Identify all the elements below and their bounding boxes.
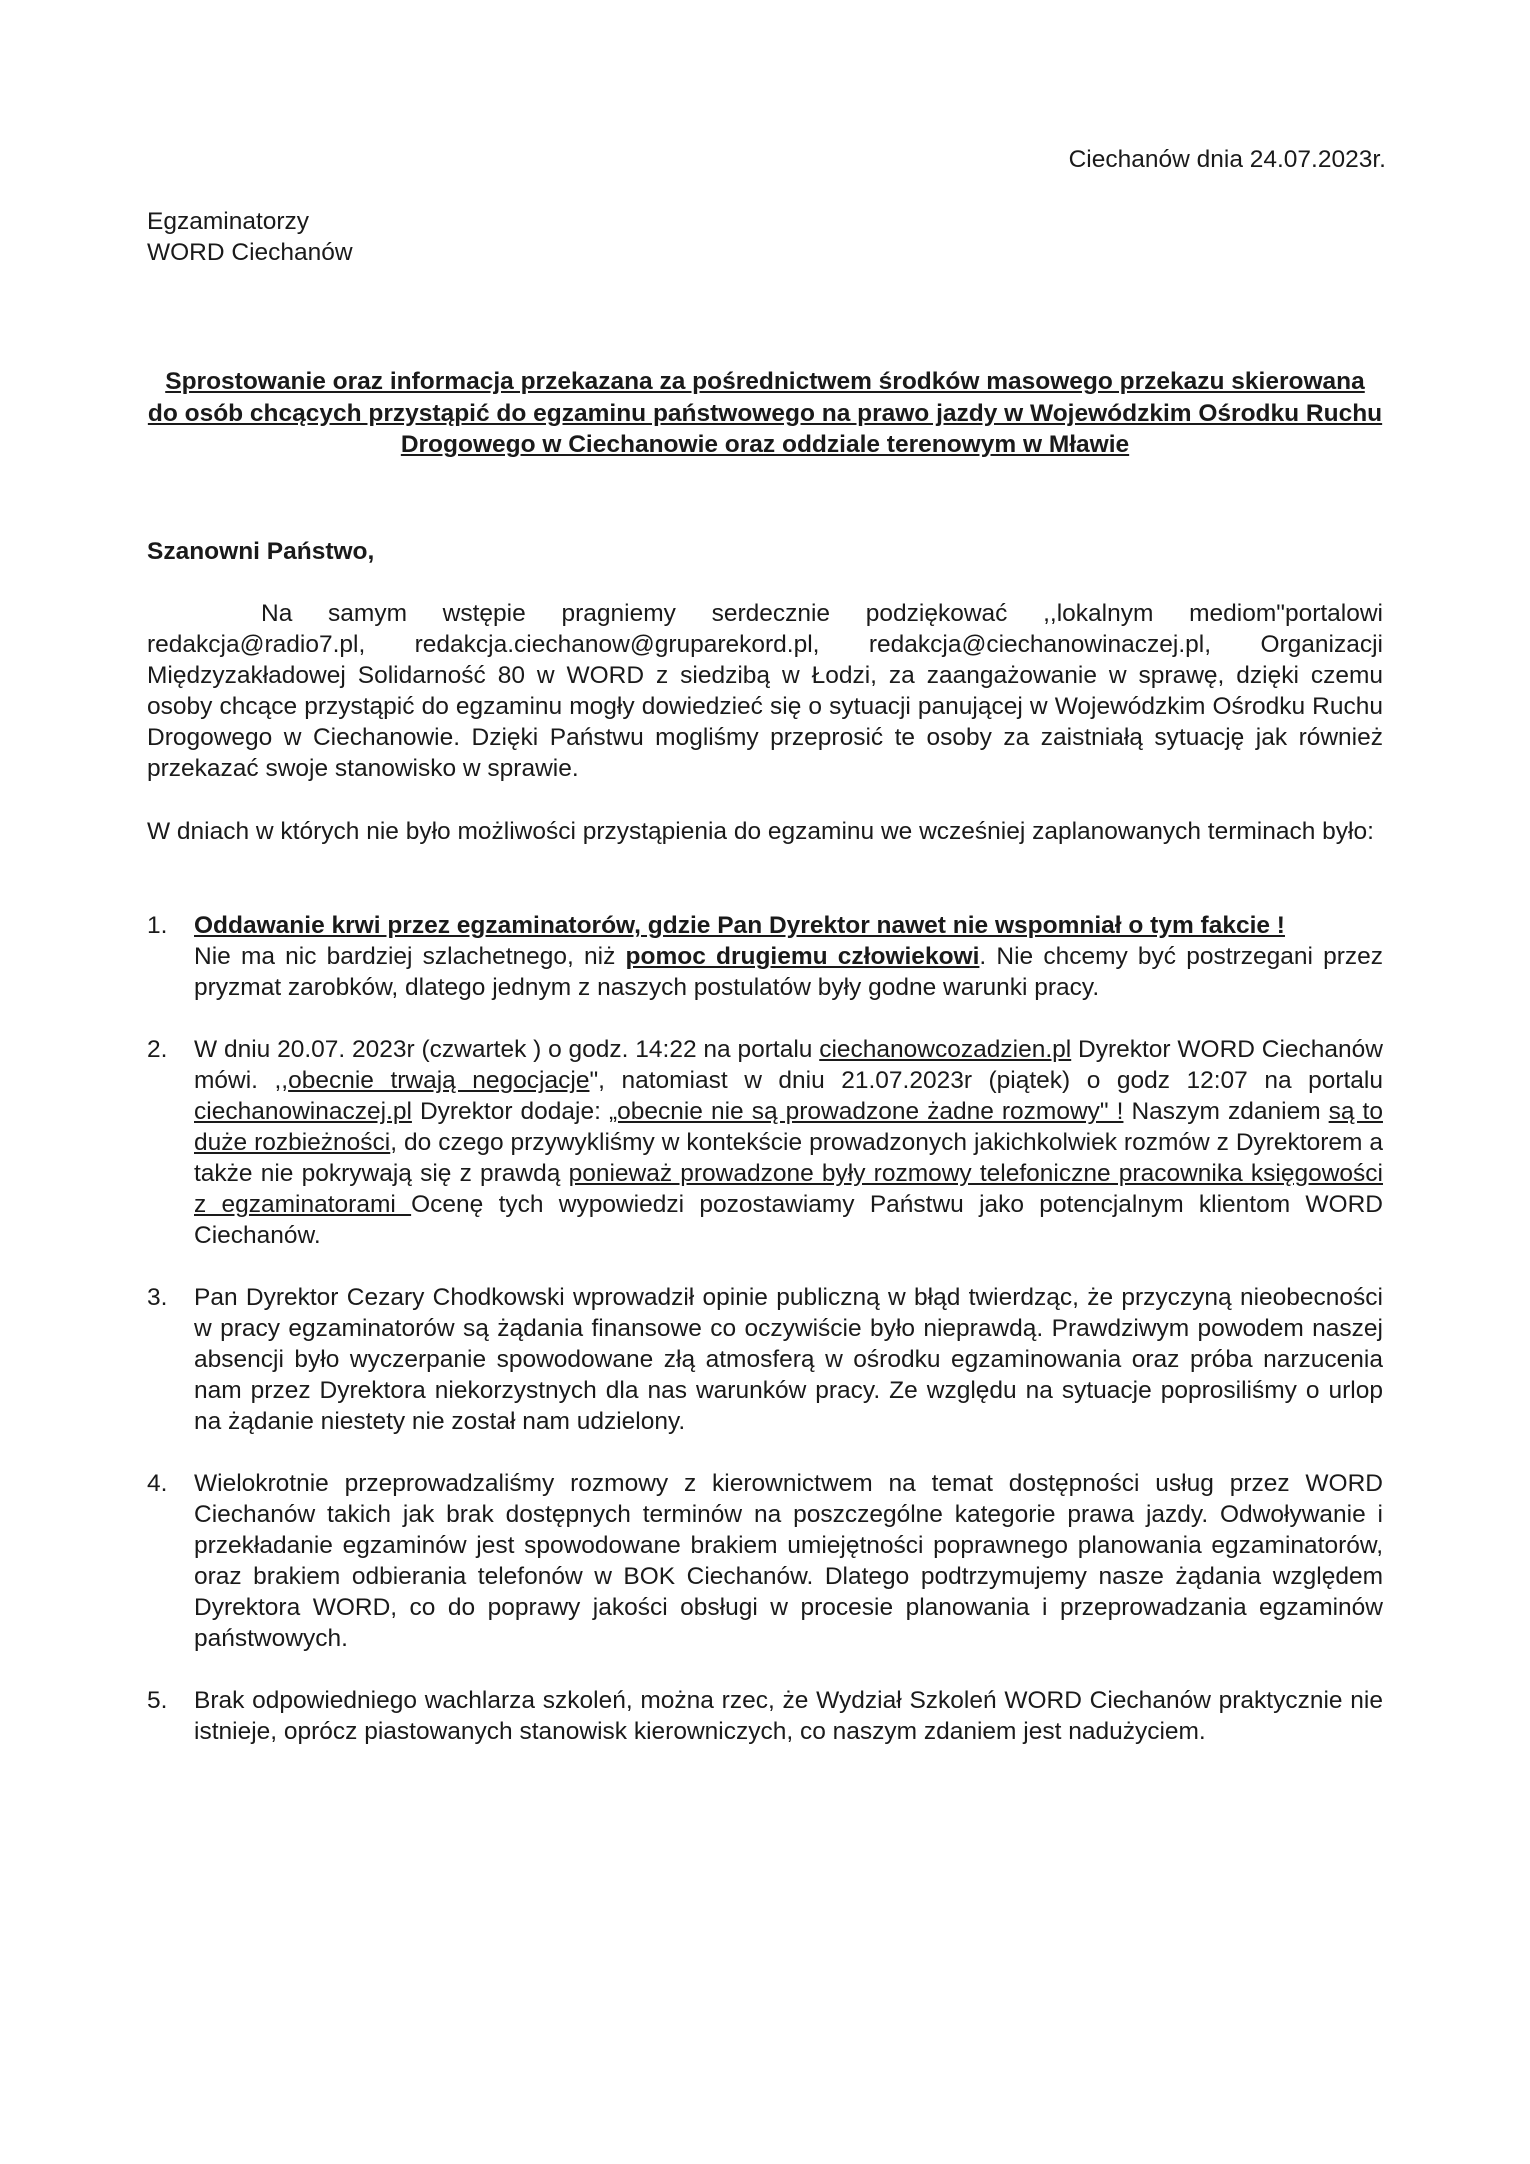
point-heading: Oddawanie krwi przez egzaminatorów, gdzie Pan Dyrektor nawet nie wspomniał o tym fakcie !: [194, 912, 1285, 939]
point-text: Dyrektor WORD Ciechanów mówi. ,,: [194, 1036, 1384, 1094]
recipient-line-2: WORD Ciechanów: [147, 239, 353, 266]
intro-paragraph-2: W dniach w których nie było możliwości przystąpienia do egzaminu we wcześniej zaplanowanych terminach było:: [147, 818, 1374, 845]
point-text: Pan Dyrektor Cezary Chodkowski wprowadził opinie publiczną w błąd twierdząc, że przyczyną nieobecności w pracy egzaminatorów są żądania finansowe co oczywiście było nieprawdą. Prawdziwym powodem naszej absencji było wyczerpanie spowodowane złą atmosferą w ośrodku egzaminowania oraz próba narzucenia nam przez Dyrektora niekorzystnych dla nas warunków pracy. Ze względu na sytuacje poprosiliśmy o urlop na żądanie niestety nie został nam udzielony.: [194, 1284, 1383, 1435]
greeting: Szanowni Państwo,: [147, 538, 375, 565]
point-text: Dyrektor dodaje:: [411, 1098, 609, 1125]
quote: „obecnie nie są prowadzone żadne rozmowy" !: [608, 1098, 1124, 1125]
quote: obecnie trwają negocjacje: [288, 1067, 590, 1094]
list-number: 5.: [147, 1687, 168, 1714]
list-item-1: [147, 910, 1383, 1003]
letter-title: Sprostowanie oraz informacja przekazana za pośrednictwem środków masowego przekazu skierowana do osób chcących przystąpić do egzaminu państwowego na prawo jazdy w Wojewódzkim Ośrodku Ruchu Drogowego w Ciechanowie oraz oddziale terenowym w Mławie: [147, 368, 1383, 458]
intro-paragraph-1: Na samym wstępie pragniemy serdecznie podziękować ,,lokalnym mediom"portalowi redakcja@radio7.pl, redakcja.ciechanow@gruparekord.pl, redakcja@ciechanowinaczej.pl, Organizacji Międzyzakładowej Solidarność 80 w WORD z siedzibą w Łodzi, za zaangażowanie w sprawę, dzięki czemu osoby chcące przystąpić do egzaminu mogły dowiedzieć się o sytuacji panującej w Wojewódzkim Ośrodku Ruchu Drogowego w Ciechanowie. Dzięki Państwu mogliśmy przeprosić te osoby za zaistniałą sytuację jak również przekazać swoje stanowisko w sprawie.: [147, 600, 1383, 782]
points-list: [147, 910, 1383, 1747]
point-text: W dniu 20.07. 2023r (czwartek ) o godz. 14:22 na portalu: [194, 1036, 820, 1063]
point-text: ", natomiast w dniu 21.07.2023r (piątek) o godz 12:07 na portalu: [589, 1067, 1383, 1094]
point-text: . Nie chcemy być postrzegani przez pryzmat zarobków, dlatego jednym z naszych postulatów były godne warunki pracy.: [194, 943, 1383, 1001]
list-item-2: [147, 1034, 1383, 1251]
recipient-line-1: Egzaminatorzy: [147, 208, 310, 235]
point-text: Ocenę tych wypowiedzi pozostawiamy Państwu jako potencjalnym klientom WORD Ciechanów.: [194, 1191, 1383, 1249]
date-line: Ciechanów dnia 24.07.2023r.: [1068, 146, 1386, 173]
point-text: Nie ma nic bardziej szlachetnego, niż: [194, 943, 626, 970]
list-item-4: [147, 1468, 1383, 1654]
point-text: Wielokrotnie przeprowadzaliśmy rozmowy z kierownictwem na temat dostępności usług przez WORD Ciechanów takich jak brak dostępnych terminów na poszczególne kategorie prawa jazdy. Odwoływanie i przekładanie egzaminów jest spowodowane brakiem umiejętności poprawnego planowania egzaminatorów, oraz brakiem odbierania telefonów w BOK Ciechanów. Dlatego podtrzymujemy nasze żądania względem Dyrektora WORD, co do poprawy jakości obsługi w procesie planowania i przeprowadzania egzaminów państwowych.: [194, 1470, 1383, 1652]
portal-link[interactable]: ciechanowinaczej.pl: [194, 1098, 412, 1125]
list-number: 3.: [147, 1284, 168, 1311]
quote: ponieważ prowadzone były rozmowy telefoniczne pracownika księgowości z egzaminatorami: [194, 1160, 1383, 1218]
list-number: 4.: [147, 1470, 168, 1497]
list-number: 1.: [147, 912, 168, 939]
quote: są to duże rozbieżności: [194, 1098, 1383, 1156]
point-text: Brak odpowiedniego wachlarza szkoleń, można rzec, że Wydział Szkoleń WORD Ciechanów praktycznie nie istnieje, oprócz piastowanych stanowisk kierowniczych, co naszym zdaniem jest nadużyciem.: [194, 1687, 1383, 1745]
list-number: 2.: [147, 1036, 168, 1063]
point-emphasis: pomoc drugiemu człowiekowi: [625, 943, 980, 970]
point-text: Naszym zdaniem: [1123, 1098, 1329, 1125]
list-item-3: [147, 1282, 1383, 1437]
recipient-block: [147, 206, 353, 268]
list-item-5: [147, 1685, 1383, 1747]
point-text: , do czego przywykliśmy w kontekście prowadzonych jakichkolwiek rozmów z Dyrektorem a także nie pokrywają się z prawdą: [194, 1129, 1383, 1187]
portal-link[interactable]: ciechanowcozadzien.pl: [819, 1036, 1072, 1063]
